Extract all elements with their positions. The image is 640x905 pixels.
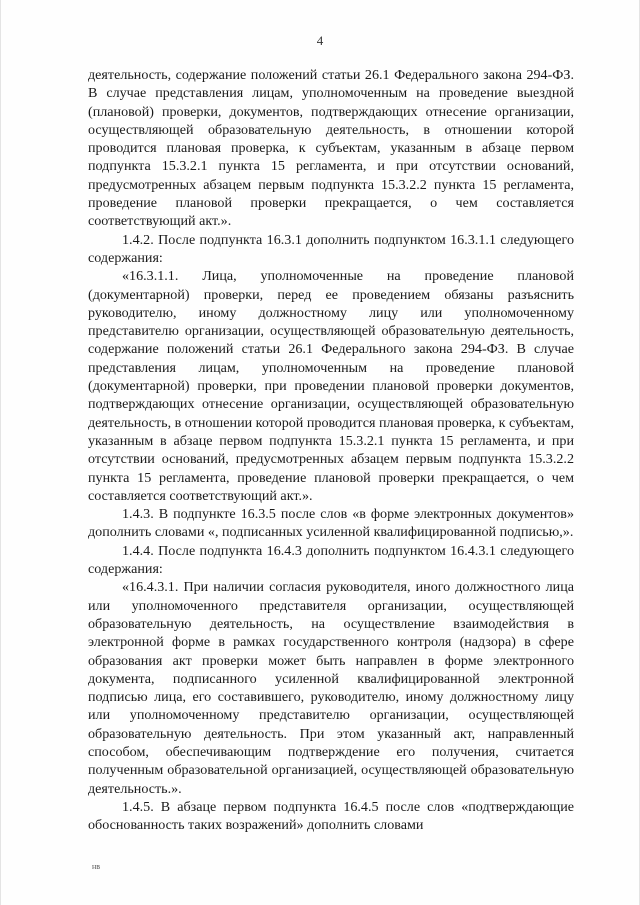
paragraph-1-4-3: 1.4.3. В подпункте 16.3.5 после слов «в форме электронных документов» дополнить словами «, подписанных усиленной квалифицированной подписью,». (88, 506, 574, 541)
paragraph-1-4-4: 1.4.4. После подпункта 16.4.3 дополнить подпунктом 16.4.3.1 следующего содержания: (88, 542, 574, 578)
footer-initials: нв (92, 862, 101, 871)
paragraph-16-4-3-1: «16.4.3.1. При наличии согласия руководителя, иного должностного лица или уполномоченного представителя организации, осуществляющей образовательную деятельность, на осуществление взаимодействия в электронной форме в рамках государственного контроля (надзора) в сфере образования акт проверки может быть направлен в форме электронного документа, подписанного усиленной квалифицированной электронной подписью лица, его составившего, руководителю, иному должностному лицу или уполномоченному представителю организации, осуществляющей образовательную деятельность. При этом указанный акт, направленный способом, обеспечивающим подтверждение его получения, считается полученным образовательной организацией, осуществляющей образовательную деятельность.». (88, 579, 574, 797)
paragraph-1-4-2: 1.4.2. После подпункта 16.3.1 дополнить подпунктом 16.3.1.1 следующего содержания: (88, 231, 574, 266)
paragraph-continuation: деятельность, содержание положений статьи 26.1 Федерального закона 294-ФЗ. В случае представления лицам, уполномоченным на проведение выездной (плановой) проверки, документов, подтверждающих отнесение организации, осуществляющей образовательную деятельность, в отношении которой проводится плановая проверка, к субъектам, указанным в абзаце первом подпункта 15.3.2.1 пункта 15 регламента, и при отсутствии оснований, предусмотренных абзацем первым подпункта 15.3.2.2 пункта 15 регламента, проведение плановой проверки прекращается, о чем составляется соответствующий акт.». (88, 67, 574, 230)
paragraph-1-4-5: 1.4.5. В абзаце первом подпункта 16.4.5 после слов «подтверждающие обоснованность таких возражений» дополнить словами (88, 798, 574, 834)
paragraph-16-3-1-1: «16.3.1.1. Лица, уполномоченные на проведение плановой (документарной) проверки, перед ее проведением обязаны разъяснить руководителю, иному должностному лицу или уполномоченному представителю организации, осуществляющей образовательную деятельность, содержание положений статьи 26.1 Федерального закона 294-ФЗ. В случае представления лицам, уполномоченным на проведение плановой (документарной) проверки, при проведении плановой проверки документов, подтверждающих отнесение организации, осуществляющей образовательную деятельность, в отношении которой проводится плановая проверка, к субъектам, указанным в абзаце первом подпункта 15.3.2.1 пункта 15 регламента, и при отсутствии оснований, предусмотренных абзацем первым подпункта 15.3.2.2 пункта 15 регламента, проведение плановой проверки прекращается, о чем составляется соответствующий акт.». (88, 268, 574, 504)
document-body (88, 66, 574, 834)
page-number: 4 (316, 33, 324, 48)
page-edge-left (0, 0, 1, 905)
